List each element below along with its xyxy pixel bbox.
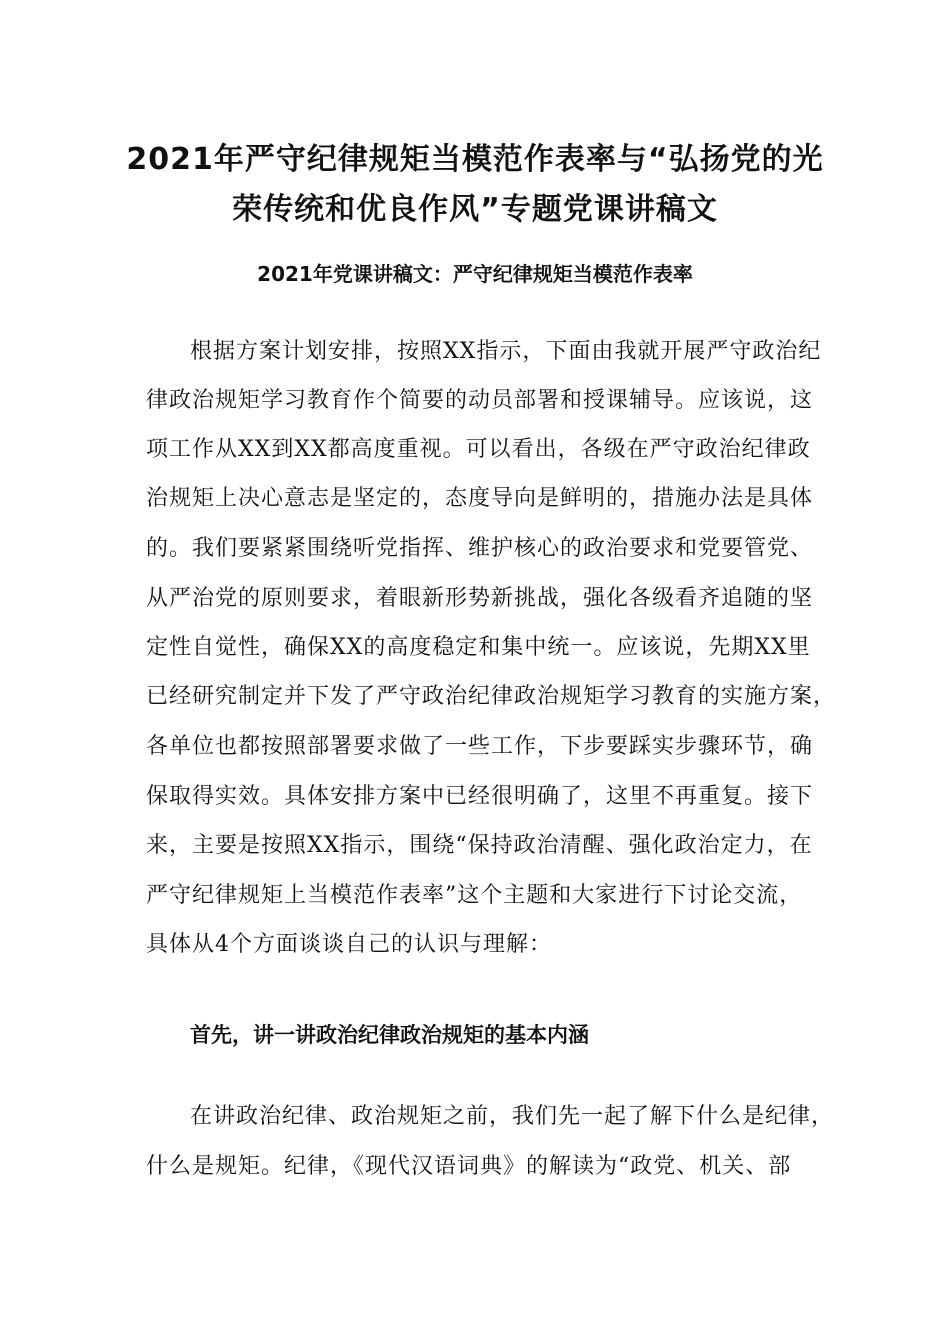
paragraph-2-line: 在讲政治纪律、政治规矩之前，我们先一起了解下什么是纪律，: [190, 1104, 835, 1129]
paragraph-1-line: 律政治规矩学习教育作个简要的动员部署和授课辅导。应该说，这: [146, 388, 814, 413]
paragraph-1-line: 根据方案计划安排，按照XX指示，下面由我就开展严守政治纪: [190, 339, 822, 364]
paragraph-1-line: 定性自觉性，确保XX的高度稳定和集中统一。应该说，先期XX里: [146, 635, 811, 660]
paragraph-1-line: 严守纪律规矩上当模范作表率”这个主题和大家进行下讨论交流，: [146, 883, 803, 908]
paragraph-1-line: 来，主要是按照XX指示，围绕“保持政治清醒、强化政治定力，在: [146, 833, 813, 858]
paragraph-1-line: 治规矩上决心意志是坚定的，态度导向是鲜明的，措施办法是具体: [146, 486, 814, 511]
paragraph-1-line: 已经研究制定并下发了严守政治纪律政治规矩学习教育的实施方案，: [146, 684, 837, 709]
paragraph-1-line: 各单位也都按照部署要求做了一些工作，下步要踩实步骤环节，确: [146, 734, 814, 759]
paragraph-1-line: 具体从4个方面谈谈自己的认识与理解：: [146, 932, 552, 957]
document-title-line-1: 2021年严守纪律规矩当模范作表率与“弘扬党的光: [126, 142, 824, 177]
paragraph-2-line: 什么是规矩。纪律，《现代汉语词典》的解读为“政党、机关、部: [146, 1154, 792, 1179]
document-title-line-2: 荣传统和优良作风”专题党课讲稿文: [232, 192, 718, 227]
section-heading: 首先，讲一讲政治纪律政治规矩的基本内涵: [190, 1023, 589, 1047]
paragraph-1-line: 从严治党的原则要求，着眼新形势新挑战，强化各级看齐追随的坚: [146, 586, 814, 611]
paragraph-1-line: 项工作从XX到XX都高度重视。可以看出，各级在严守政治纪律政: [146, 437, 811, 462]
paragraph-1-line: 的。我们要紧紧围绕听党指挥、维护核心的政治要求和党要管党、: [146, 536, 814, 561]
paragraph-1-line: 保取得实效。具体安排方案中已经很明确了，这里不再重复。接下: [146, 784, 814, 809]
document-subtitle: 2021年党课讲稿文：严守纪律规矩当模范作表率: [257, 262, 693, 286]
